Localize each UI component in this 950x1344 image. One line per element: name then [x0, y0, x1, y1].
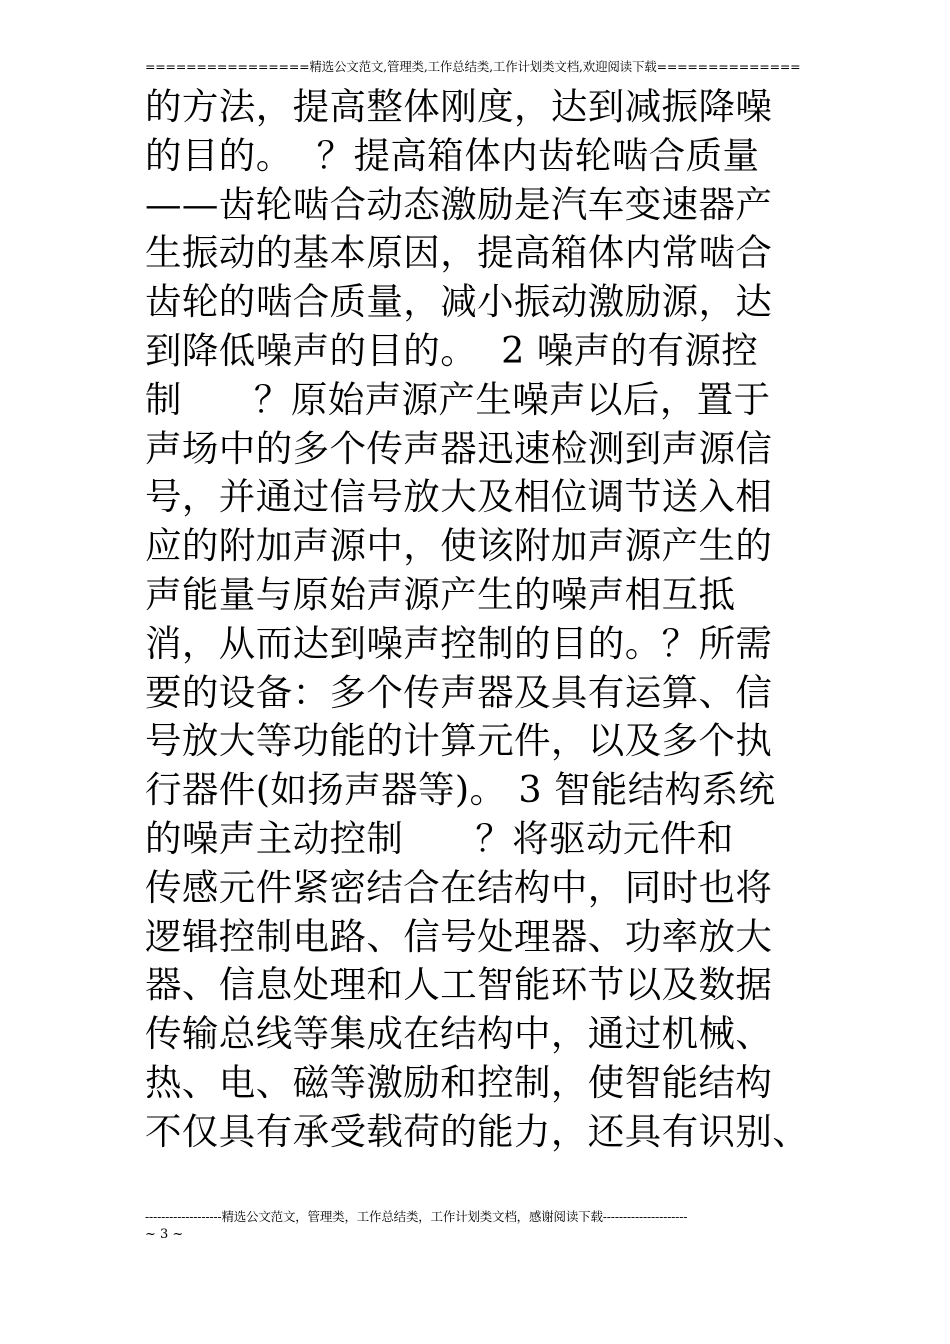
text-line: 制 ？原始声源产生噪声以后，置于 [145, 377, 771, 421]
header-banner: ================精选公文范文,管理类,工作总结类,工作计划类文档,欢迎阅读下载============== [145, 59, 801, 74]
text-line: 齿轮的啮合质量，减小振动激励源，达 [145, 280, 773, 324]
text-line: 要的设备：多个传声器及具有运算、信 [145, 670, 773, 714]
text-line: 传输总线等集成在结构中，通过机械、 [145, 1012, 773, 1056]
text-line: 器、信息处理和人工智能环节以及数据 [145, 963, 773, 1007]
text-line: 传感元件紧密结合在结构中，同时也将 [145, 865, 773, 909]
text-line: 的噪声主动控制 ？将驱动元件和 [145, 816, 734, 860]
text-line: 的方法，提高整体刚度，达到减振降噪 [145, 85, 773, 128]
page-number: ~ 3 ~ [145, 1227, 184, 1242]
text-line: 不仅具有承受载荷的能力，还具有识别、 [145, 1109, 810, 1153]
text-line: ——齿轮啮合动态激励是汽车变速器产 [145, 182, 773, 226]
body-text [145, 83, 810, 1157]
text-line: 的目的。 ？提高箱体内齿轮啮合质量 [145, 133, 760, 177]
text-line: 生振动的基本原因，提高箱体内常啮合 [145, 231, 773, 275]
text-line: 热、电、磁等激励和控制，使智能结构 [145, 1060, 773, 1104]
text-line: 声能量与原始声源产生的噪声相互抵 [145, 572, 736, 616]
text-line: 号，并通过信号放大及相位调节送入相 [145, 475, 773, 519]
text-line: 声场中的多个传声器迅速检测到声源信 [145, 426, 773, 470]
text-line: 行器件(如扬声器等)。 3 智能结构系统 [145, 768, 776, 812]
footer-banner: -------------------精选公文范文，管理类，工作总结类，工作计划类文档，感谢阅读下载--------------------- [145, 1209, 688, 1224]
text-line: 到降低噪声的目的。 2 噪声的有源控 [145, 328, 759, 372]
text-line: 应的附加声源中，使该附加声源产生的 [145, 524, 773, 568]
text-line: 逻辑控制电路、信号处理器、功率放大 [145, 914, 773, 958]
text-line: 消，从而达到噪声控制的目的。？所需 [145, 621, 773, 665]
text-line: 号放大等功能的计算元件，以及多个执 [145, 719, 773, 763]
